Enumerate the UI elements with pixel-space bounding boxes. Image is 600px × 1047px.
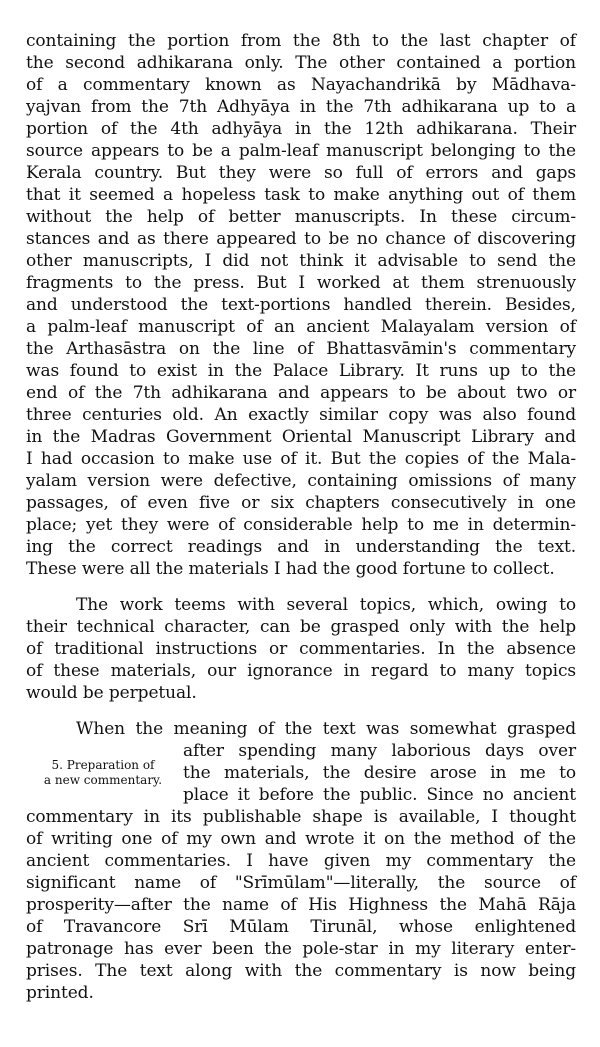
text-line: Kerala country. But they were so full of errors and gaps — [26, 163, 576, 183]
text-line: place it before the public. Since no ancient — [183, 785, 576, 805]
text-line: of traditional instructions or commentaries. In the absence — [26, 639, 576, 659]
text-line: stances and as there appeared to be no chance of discovering — [26, 229, 576, 249]
text-line: ancient commentaries. I have given my commentary the — [26, 851, 576, 871]
text-line: three centuries old. An exactly similar copy was also found — [26, 405, 576, 425]
paragraph-topics — [26, 594, 576, 704]
text-line: other manuscripts, I did not think it advisable to send the — [26, 251, 576, 271]
text-line: that it seemed a hopeless task to make anything out of them — [26, 185, 576, 205]
text-line: and understood the text-portions handled therein. Besides, — [26, 295, 576, 315]
text-line: I had occasion to make use of it. But the copies of the Mala- — [26, 449, 576, 469]
text-line: significant name of "Srīmūlam"—literally, the source of — [26, 873, 576, 893]
text-line: ing the correct readings and in understanding the text. — [26, 537, 576, 557]
marginal-heading-line: a new commentary. — [43, 773, 163, 787]
text-line: the second adhikarana only. The other contained a portion — [26, 53, 576, 73]
text-line: of Travancore Srī Mūlam Tirunāl, whose enlightened — [26, 917, 576, 937]
text-line: in the Madras Government Oriental Manuscript Library and — [26, 427, 576, 447]
marginal-heading-line: 5. Preparation of — [51, 758, 155, 772]
text-line: These were all the materials I had the good fortune to collect. — [26, 559, 555, 579]
text-line: portion of the 4th adhyāya in the 12th adhikarana. Their — [26, 119, 576, 139]
text-line: the materials, the desire arose in me to — [183, 763, 576, 783]
text-line: of a commentary known as Nayachandrikā by Mādhava- — [26, 75, 576, 95]
text-line: end of the 7th adhikarana and appears to be about two or — [26, 383, 576, 403]
text-line: would be perpetual. — [26, 683, 197, 703]
paragraph-materials — [26, 30, 576, 580]
text-line: The work teems with several topics, which, owing to — [76, 595, 576, 615]
paragraph-gap — [26, 704, 576, 718]
text-line: When the meaning of the text was somewhat grasped — [76, 719, 576, 739]
text-line: their technical character, can be grasped only with the help — [26, 617, 576, 637]
text-line: commentary in its publishable shape is available, I thought — [26, 807, 576, 827]
text-line: place; yet they were of considerable help to me in determin- — [26, 515, 576, 535]
text-line: after spending many laborious days over — [183, 741, 576, 761]
text-line: of writing one of my own and wrote it on the method of the — [26, 829, 576, 849]
text-line: of these materials, our ignorance in regard to many topics — [26, 661, 576, 681]
paragraph-gap — [26, 580, 576, 594]
text-line: without the help of better manuscripts. In these circum- — [26, 207, 576, 227]
text-line: containing the portion from the 8th to the last chapter of — [26, 31, 576, 51]
text-line: prosperity—after the name of His Highness the Mahā Rāja — [26, 895, 576, 915]
text-line: was found to exist in the Palace Library. It runs up to the — [26, 361, 576, 381]
text-line: yajvan from the 7th Adhyāya in the 7th adhikarana up to a — [26, 97, 576, 117]
text-line: source appears to be a palm-leaf manuscript belonging to the — [26, 141, 576, 161]
text-line: the Arthasāstra on the line of Bhattasvāmin's commentary — [26, 339, 576, 359]
text-line: a palm-leaf manuscript of an ancient Malayalam version of — [26, 317, 576, 337]
text-line: fragments to the press. But I worked at them strenuously — [26, 273, 576, 293]
paragraph-commentary — [26, 718, 576, 1004]
text-line: yalam version were defective, containing omissions of many — [26, 471, 576, 491]
text-line: passages, of even five or six chapters consecutively in one — [26, 493, 576, 513]
text-line: printed. — [26, 983, 94, 1003]
text-line: patronage has ever been the pole-star in my literary enter- — [26, 939, 576, 959]
text-line: prises. The text along with the commentary is now being — [26, 961, 576, 981]
marginal-heading — [28, 758, 178, 788]
